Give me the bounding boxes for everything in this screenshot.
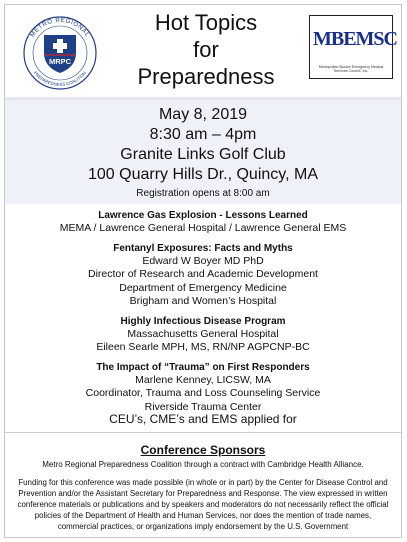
session-line: MEMA / Lawrence General Hospital / Lawrence General EMS [59,222,347,234]
sponsors-text: Metro Regional Preparedness Coalition through a contract with Cambridge Health Alliance. [42,460,364,469]
session-line: Massachusetts General Hospital [127,327,279,340]
funding-line: Funding for this conference was made possible (in whole or in part) by the Center for Disease Control and [18,478,388,487]
session-item [5,209,401,236]
session-line: Brigham and Women’s Hospital [129,295,277,307]
mbemsc-subtitle: Metropolitan Boston Emergency Medical Services Council, Inc. [318,65,384,73]
session-item [5,361,401,415]
mrpc-arc-text: METRO REGIONAL [29,16,91,39]
session-line: Coordinator, Trauma and Loss Counseling Service [85,387,321,399]
session-line: Department of Emergency Medicine [119,281,287,294]
title-line-3: Preparedness [137,64,275,89]
funding-line: conference materials or publications and by speakers and moderators do not necessarily reflect the official [17,500,389,509]
event-address: 100 Quarry Hills Dr., Quincy, MA [88,166,318,183]
session-line: Marlene Kenney, LICSW, MA [135,373,271,386]
event-details [5,100,401,204]
section-divider [5,432,401,433]
session-item [5,242,401,309]
session-item [5,315,401,355]
mrpc-bottom-text: PREPAREDNESS COALITION [32,70,88,88]
session-title: Highly Infectious Disease Program [120,315,286,327]
registration-note: Registration opens at 8:00 am [136,188,270,199]
session-title: Lawrence Gas Explosion - Lessons Learned [98,210,308,221]
funding-disclaimer [11,477,395,532]
session-line: Director of Research and Academic Development [88,268,318,280]
mbemsc-logo [309,15,397,79]
session-title: Fentanyl Exposures: Facts and Myths [113,242,293,254]
session-list [5,209,401,420]
title-line-1: Hot Topics [154,10,258,35]
session-title: The Impact of “Trauma” on First Responders [96,361,310,373]
funding-line: Prevention and/or the Assistant Secretary for Preparedness and Response. The view expressed in written [18,489,388,498]
title-line-2: for [193,37,219,62]
event-venue: Granite Links Golf Club [120,146,286,163]
ceu-note: CEU’s, CME’s and EMS applied for [109,412,297,426]
session-line: Eileen Searle MPH, MS, RN/NP AGPCNP-BC [96,341,310,353]
session-line: Edward W Boyer MD PhD [142,254,264,267]
event-time: 8:30 am – 4pm [149,126,257,143]
funding-line: policies of the Department of Health and Human Services, nor does the mention of trade names, [34,511,372,520]
page-title [123,9,289,90]
mrpc-center-text: MRPC [48,57,72,66]
mbemsc-mark: MBEMSC [313,28,397,50]
header [5,5,401,97]
session-line: Riverside Trauma Center [144,400,262,413]
funding-line: commercial practices, or organizations imply endorsement by the U.S. Government [57,522,349,531]
event-date: May 8, 2019 [158,106,248,123]
mrpc-logo [15,13,105,91]
sponsors-heading: Conference Sponsors [140,443,266,457]
flyer [4,4,402,538]
